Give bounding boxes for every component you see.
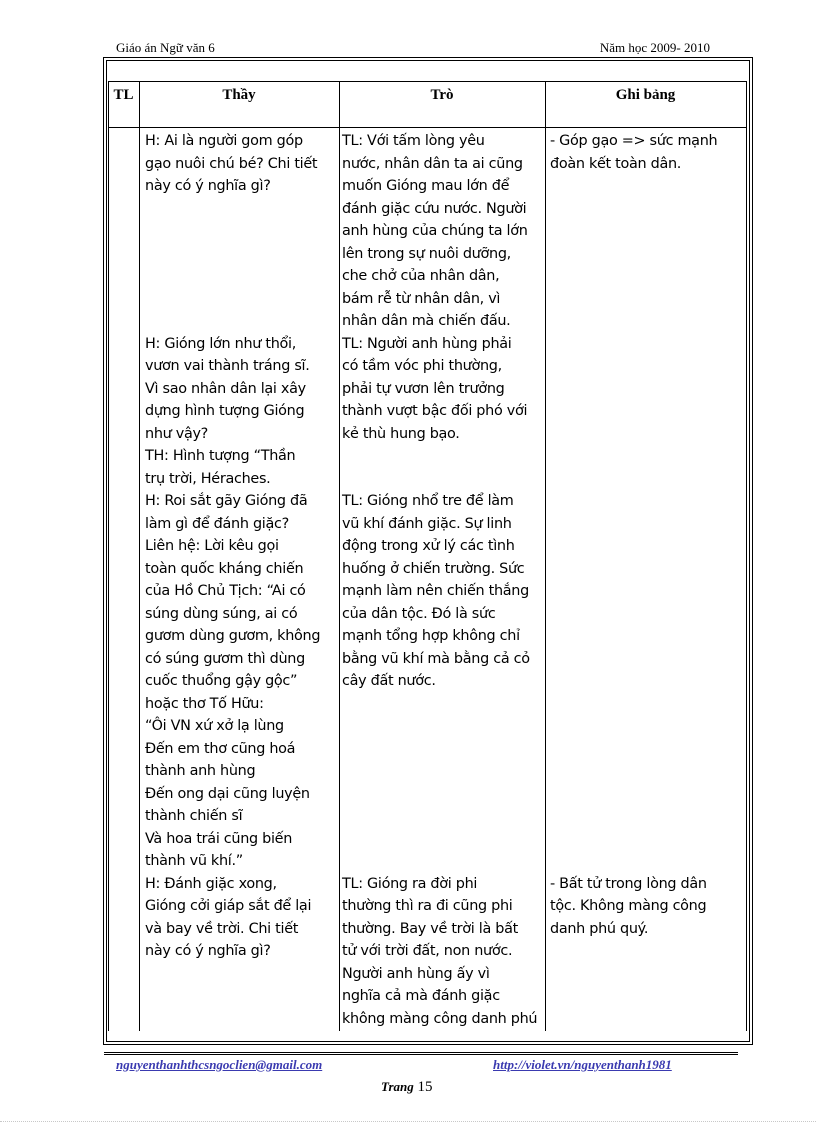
cell-line: [342, 693, 537, 716]
cell-line: [550, 175, 717, 198]
cell-line: trụ trời, Héraches.: [145, 470, 271, 487]
cell-line: đánh giặc cứu nước. Người: [342, 200, 527, 217]
cell-line: [342, 783, 537, 806]
cell-line: cây đất nước.: [342, 673, 436, 689]
cell-line: [550, 445, 717, 468]
footer-website-link[interactable]: http://violet.vn/nguyenthanh1981: [493, 1057, 672, 1072]
cell-line: vũ khí đánh giặc. Sự linh: [342, 515, 512, 532]
cell-line: [550, 288, 717, 311]
cell-line: [550, 805, 717, 828]
cell-line: [550, 693, 717, 716]
cell-line: [550, 850, 717, 873]
cell-line: [550, 310, 717, 333]
cell-line: kẻ thù hung bạo.: [342, 425, 460, 442]
cell-line: TL: Gióng ra đời phi: [342, 875, 478, 892]
cell-line: phải tự vươn lên trưởng: [342, 380, 505, 397]
cell-line: [550, 378, 717, 401]
cell-line: nhân dân mà chiến đấu.: [342, 313, 511, 329]
cell-line: bám rễ từ nhân dân, vì: [342, 290, 501, 307]
cell-line: của Hồ Chủ Tịch: “Ai có: [145, 583, 306, 599]
cell-line: [550, 625, 717, 648]
cell-line: nước, nhân dân ta ai cũng: [342, 155, 523, 172]
footer-email-link[interactable]: nguyenthanhthcsngoclien@gmail.com: [116, 1057, 323, 1072]
cell-line: cuốc thuổng gậy gộc”: [145, 673, 298, 689]
cell-line: vươn vai thành tráng sĩ.: [145, 358, 310, 374]
cell-line: [550, 490, 717, 513]
cell-line: [550, 220, 717, 243]
cell-line: [145, 243, 320, 266]
cell-line: này có ý nghĩa gì?: [145, 178, 271, 194]
page-number: [381, 1079, 433, 1096]
cell-line: [145, 198, 320, 221]
cell-line: H: Roi sắt gãy Gióng đã: [145, 493, 308, 509]
cell-line: TH: Hình tượng “Thần: [145, 448, 296, 464]
cell-line: [550, 198, 717, 221]
cell-line: [145, 310, 320, 333]
cell-line: thường thì ra đi cũng phi: [342, 898, 513, 914]
cell-line: bằng vũ khí mà bằng cả cỏ: [342, 650, 530, 667]
cell-line: [550, 738, 717, 761]
cell-line: của dân tộc. Đó là sức: [342, 605, 496, 622]
cell-line: [342, 850, 537, 873]
cell-line: động trong xử lý các tình: [342, 538, 515, 554]
cell-line: H: Gióng lớn như thổi,: [145, 335, 297, 352]
cell-line: huống ở chiến trường. Sức: [342, 560, 525, 577]
cell-line: [550, 355, 717, 378]
col-divider-1: [139, 81, 140, 1031]
col-divider-2: [339, 81, 340, 1031]
cell-line: danh phú quý.: [550, 920, 649, 937]
cell-line: [550, 715, 717, 738]
cell-line: hoặc thơ Tố Hữu:: [145, 695, 264, 712]
cell-line: Gióng cởi giáp sắt để lại: [145, 898, 312, 914]
page-number-value: 15: [417, 1079, 433, 1095]
cell-line: gươm dùng gươm, không: [145, 628, 321, 644]
cell-line: có tầm vóc phi thường,: [342, 358, 502, 374]
cell-line: [550, 423, 717, 446]
cell-line: có súng gươm thì dùng: [145, 650, 305, 667]
cell-line: này có ý nghĩa gì?: [145, 943, 271, 959]
cell-line: [550, 783, 717, 806]
cell-line: [550, 828, 717, 851]
cell-line: [550, 333, 717, 356]
cell-line: TL: Người anh hùng phải: [342, 335, 512, 352]
cell-line: gạo nuôi chú bé? Chi tiết: [145, 155, 318, 172]
cell-line: Người anh hùng ấy vì: [342, 965, 490, 982]
footer-rule-1: [104, 1052, 738, 1053]
table-right-rule: [746, 81, 747, 1031]
cell-line: [550, 243, 717, 266]
cell-line: - Bất tử trong lòng dân: [550, 875, 707, 892]
cell-line: [145, 220, 320, 243]
cell-line: [145, 265, 320, 288]
cell-line: Vì sao nhân dân lại xây: [145, 380, 306, 397]
cell-line: muốn Gióng mau lớn để: [342, 178, 510, 194]
cell-line: không màng công danh phú: [342, 1010, 538, 1027]
cell-line: anh hùng của chúng ta lớn: [342, 223, 528, 239]
cell-line: [342, 828, 537, 851]
cell-line: làm gì để đánh giặc?: [145, 515, 289, 532]
col-header-thay: Thầy: [222, 87, 256, 103]
col-divider-3: [545, 81, 546, 1031]
col-header-ghi-bang: Ghi bảng: [615, 87, 676, 103]
cell-thay: [145, 130, 320, 963]
cell-line: [342, 738, 537, 761]
cell-line: [550, 513, 717, 536]
footer-rule-2: [104, 1054, 738, 1055]
cell-line: Và hoa trái cũng biến: [145, 830, 293, 847]
cell-line: [342, 715, 537, 738]
col-header-tro: Trò: [430, 87, 454, 103]
cell-line: [550, 670, 717, 693]
cell-line: Đến em thơ cũng hoá: [145, 740, 296, 757]
header-school-year: Năm học 2009- 2010: [599, 40, 710, 55]
cell-line: [550, 400, 717, 423]
cell-line: H: Ai là người gom góp: [145, 133, 303, 149]
table-header-rule: [108, 127, 747, 128]
cell-line: như vậy?: [145, 425, 209, 442]
cell-line: đoàn kết toàn dân.: [550, 155, 682, 172]
table-left-rule: [108, 81, 109, 1031]
cell-line: súng dùng súng, ai có: [145, 605, 298, 622]
table-top-rule: [108, 81, 747, 82]
cell-line: [550, 558, 717, 581]
header-title: Giáo án Ngữ văn 6: [116, 40, 215, 55]
cell-line: [550, 580, 717, 603]
cell-line: mạnh tổng hợp không chỉ: [342, 628, 520, 644]
cell-line: [342, 760, 537, 783]
cell-line: TL: Gióng nhổ tre để làm: [342, 493, 514, 509]
cell-line: H: Đánh giặc xong,: [145, 875, 277, 892]
cell-line: mạnh làm nên chiến thắng: [342, 583, 529, 599]
cell-line: thành chiến sĩ: [145, 808, 243, 824]
cell-line: [550, 760, 717, 783]
cell-line: thành vượt bậc đối phó với: [342, 403, 528, 419]
cell-line: [342, 468, 537, 491]
cell-line: nghĩa cả mà đánh giặc: [342, 988, 500, 1004]
cell-line: tử với trời đất, non nước.: [342, 943, 513, 959]
cell-line: lên trong sự nuôi dưỡng,: [342, 245, 511, 262]
cell-line: thành anh hùng: [145, 763, 256, 779]
cell-line: - Góp gạo => sức mạnh: [550, 133, 718, 149]
cell-line: [145, 288, 320, 311]
cell-line: [342, 805, 537, 828]
cell-line: [550, 535, 717, 558]
cell-line: che chở của nhân dân,: [342, 268, 500, 284]
cell-tro: [342, 130, 537, 1030]
cell-line: và bay về trời. Chi tiết: [145, 920, 299, 937]
cell-line: TL: Với tấm lòng yêu: [342, 133, 485, 149]
page-label: Trang: [381, 1079, 414, 1094]
cell-line: thành vũ khí.”: [145, 853, 243, 869]
cell-line: [550, 648, 717, 671]
cell-line: [550, 468, 717, 491]
cell-line: [342, 445, 537, 468]
cell-line: tộc. Không màng công: [550, 898, 707, 914]
cell-ghi-bang: [550, 130, 717, 940]
col-header-tl: TL: [113, 87, 134, 103]
cell-line: [550, 265, 717, 288]
page-bottom-edge: [0, 1121, 816, 1122]
cell-line: dựng hình tượng Gióng: [145, 403, 305, 419]
cell-line: Đến ong dại cũng luyện: [145, 785, 310, 802]
cell-line: toàn quốc kháng chiến: [145, 560, 304, 577]
cell-line: Liên hệ: Lời kêu gọi: [145, 538, 279, 554]
cell-line: “Ôi VN xứ xở lạ lùng: [145, 718, 284, 734]
cell-line: [550, 603, 717, 626]
cell-line: thường. Bay về trời là bất: [342, 920, 518, 937]
